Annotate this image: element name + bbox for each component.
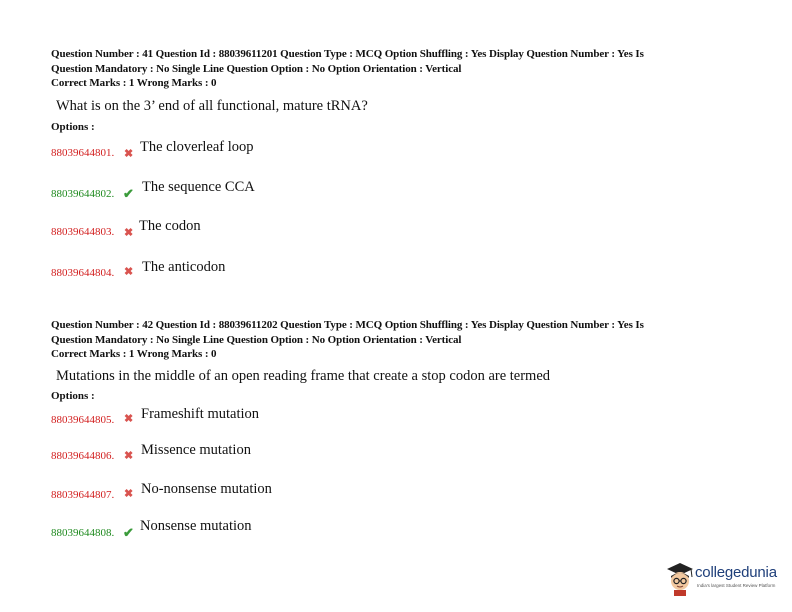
cross-icon: ✖ xyxy=(124,148,134,160)
question-text: What is on the 3’ end of all functional, mature tRNA? xyxy=(56,98,368,114)
option-text: No-nonsense mutation xyxy=(141,481,272,497)
option-id: 88039644805. xyxy=(51,414,115,426)
meta-line-1: Question Number : 42 Question Id : 88039611202 Question Type : MCQ Option Shuffling : Yes Display Question Number : Yes Is xyxy=(51,319,644,331)
meta-line-1: Question Number : 41 Question Id : 88039611201 Question Type : MCQ Option Shuffling : Yes Display Question Number : Yes Is xyxy=(51,48,644,60)
options-label: Options : xyxy=(51,121,95,133)
option-text: Nonsense mutation xyxy=(140,518,252,534)
option-text: The cloverleaf loop xyxy=(140,139,254,155)
cross-icon: ✖ xyxy=(124,450,134,462)
mascot-icon xyxy=(665,560,695,596)
option-text: The anticodon xyxy=(142,259,226,275)
question-meta xyxy=(51,318,751,362)
check-icon: ✔ xyxy=(123,525,134,540)
option-text: The codon xyxy=(139,218,201,234)
meta-line-2: Question Mandatory : No Single Line Question Option : No Option Orientation : Vertical xyxy=(51,62,462,75)
cross-icon: ✖ xyxy=(124,227,134,239)
option-id: 88039644807. xyxy=(51,489,115,501)
cross-icon: ✖ xyxy=(124,488,134,500)
option-id: 88039644804. xyxy=(51,267,115,279)
marks-line: Correct Marks : 1 Wrong Marks : 0 xyxy=(51,77,217,89)
meta-line-2: Question Mandatory : No Single Line Question Option : No Option Orientation : Vertical xyxy=(51,333,462,346)
cross-icon: ✖ xyxy=(124,266,134,278)
option-text: Missence mutation xyxy=(141,442,251,458)
options-label: Options : xyxy=(51,390,95,402)
question-meta xyxy=(51,47,751,91)
option-id: 88039644808. xyxy=(51,527,115,539)
option-id: 88039644803. xyxy=(51,226,115,238)
question-text: Mutations in the middle of an open reading frame that create a stop codon are termed xyxy=(56,368,551,384)
collegedunia-logo xyxy=(665,558,785,602)
cross-icon: ✖ xyxy=(124,413,134,425)
option-text: Frameshift mutation xyxy=(141,406,259,422)
logo-text: collegedunia xyxy=(695,564,777,581)
check-icon: ✔ xyxy=(123,186,134,201)
option-id: 88039644802. xyxy=(51,188,115,200)
option-id: 88039644806. xyxy=(51,450,115,462)
option-id: 88039644801. xyxy=(51,147,115,159)
option-text: The sequence CCA xyxy=(142,179,255,195)
marks-line: Correct Marks : 1 Wrong Marks : 0 xyxy=(51,348,217,360)
logo-tagline: India's largest Student Review Platform xyxy=(697,583,776,588)
